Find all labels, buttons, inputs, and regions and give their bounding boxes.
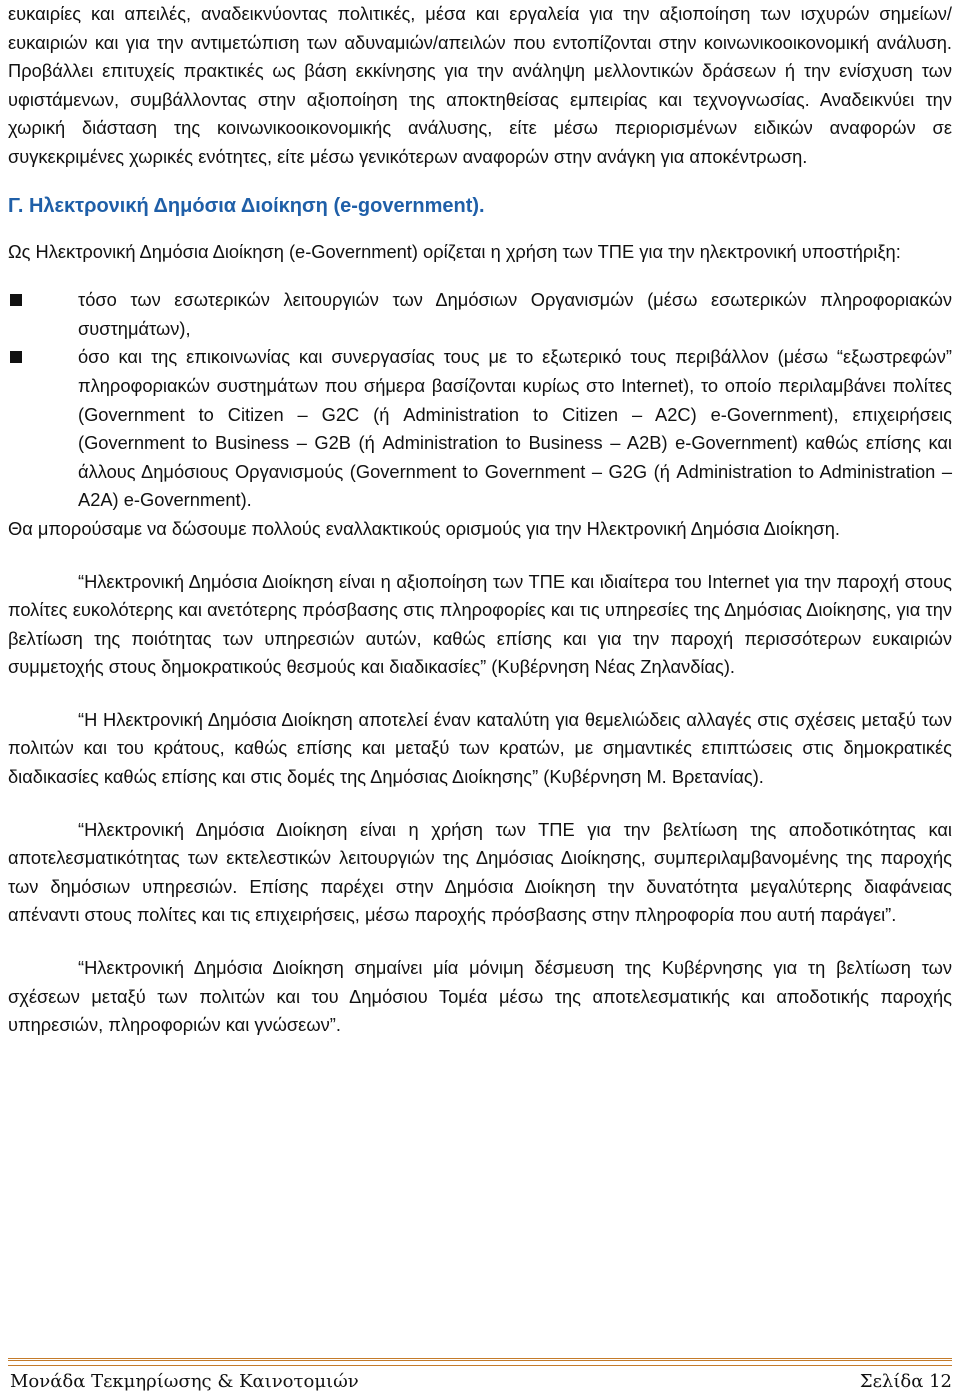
after-bullets-paragraph: Θα μπορούσαμε να δώσουμε πολλούς εναλλακτικούς ορισμούς για την Ηλεκτρονική Δημόσια Διοίκηση. <box>8 517 840 539</box>
definition-paragraph: “Η Ηλεκτρονική Δημόσια Διοίκηση αποτελεί έναν καταλύτη για θεμελιώδεις αλλαγές στις σχέσεις μεταξύ των πολιτών και του κράτους, καθώς επίσης και μεταξύ των κρατών, με σημαντικές επιπτώσεις στις δημοκρατικές διαδικασίες καθώς επίσης και στις δομές της Δημόσιας Διοίκησης” (Κυβέρνηση Μ. Βρετανίας). <box>8 708 952 788</box>
paragraph-top: ευκαιρίες και απειλές, αναδεικνύοντας πολιτικές, μέσα και εργαλεία για την αξιοποίηση των ισχυρών σημείων/ευκαιριών και για την αντιμετώπιση των αδυναμιών/απειλών που εντοπίζονται στην κοινωνικοοικονομική ανάλυση. Προβάλλει επιτυχείς πρακτικές ως βάση εκκίνησης για την ανάληψη μελλοντικών δράσεων ή την ενίσχυση των υφιστάμενων, συμβάλλοντας στην αξιοποίηση της αποκτηθείσας εμπειρίας και τεχνογνωσίας. Αναδεικνύει την χωρική διάσταση της κοινωνικοοικονομικής ανάλυσης, είτε μέσω περιορισμένων ειδικών αναφορών σε συγκεκριμένες χωρικές ενότητες, είτε μέσω γενικότερων αναφορών στην ανάγκη για αποκέντρωση. <box>8 3 952 167</box>
bullet-list <box>8 286 952 515</box>
footer-unit-name: Μονάδα Τεκμηρίωσης & Καινοτομιών <box>10 1371 359 1392</box>
intro-paragraph: Ως Ηλεκτρονική Δημόσια Διοίκηση (e-Government) ορίζεται η χρήση των ΤΠΕ για την ηλεκτρονική υποστήριξη: <box>8 240 901 262</box>
page-footer <box>8 1368 952 1396</box>
definition-paragraph: “Ηλεκτρονική Δημόσια Διοίκηση είναι η χρήση των ΤΠΕ για την βελτίωση της αποδοτικότητας και αποτελεσματικότητας των εκτελεστικών λειτουργιών της Δημόσιας Διοίκησης, συμπεριλαμβανομένης της παροχής των δημόσιων υπηρεσιών. Επίσης παρέχει στην Δημόσια Διοίκηση την δυνατότητα μεγαλύτερης διαφάνειας απέναντι στους πολίτες και τις επιχειρήσεις, μέσω παροχής πρόσβασης στην πληροφορία που αυτή παράγει”. <box>8 818 952 926</box>
section-heading: Γ. Ηλεκτρονική Δημόσια Διοίκηση (e-government). <box>8 194 485 217</box>
definition-paragraph: “Ηλεκτρονική Δημόσια Διοίκηση σημαίνει μία μόνιμη δέσμευση της Κυβέρνησης για τη βελτίωση των σχέσεων μεταξύ των πολιτών και του Δημόσιου Τομέα μέσω της αποτελεσματικής και αποδοτικής παροχής υπηρεσιών, πληροφοριών και γνώσεων”. <box>8 957 952 1036</box>
bullet-text: όσο και της επικοινωνίας και συνεργασίας τους με το εξωτερικό τους περιβάλλον (μέσω “εξωστρεφών” πληροφοριακών συστημάτων που σήμερα βασίζονται κυρίως στο Internet), το οποίο περιλαμβάνει πολίτες (Government to Citizen – G2C (ή Administration to Citizen – A2C) e-Government), επιχειρήσεις (Government to Business – G2B (ή Administration to Business – A2B) e-Government) καθώς επίσης και άλλους Δημόσιους Οργανισμούς (Government to Government – G2G (ή Administration to Administration – A2A) e-Government). <box>78 346 952 511</box>
bullet-item <box>8 343 952 515</box>
square-bullet-icon <box>10 294 22 306</box>
definition-paragraph: “Ηλεκτρονική Δημόσια Διοίκηση είναι η αξιοποίηση των ΤΠΕ και ιδιαίτερα του Internet για την παροχή στους πολίτες ευκολότερης και ανετότερης πρόσβασης στις πληροφορίες και τις υπηρεσίες της Δημόσιας Διοίκησης, για την βελτίωση της ποιότητας των υπηρεσιών αυτών, καθώς επίσης και για την παροχή περισσότερων ευκαιριών συμμετοχής στους δημοκρατικούς θεσμούς και διαδικασίες” (Κυβέρνηση Νέας Ζηλανδίας). <box>8 570 952 678</box>
square-bullet-icon <box>10 351 22 363</box>
bullet-text: τόσο των εσωτερικών λειτουργιών των Δημόσιων Οργανισμών (μέσω εσωτερικών πληροφοριακών συστημάτων), <box>78 289 952 339</box>
footer-rule <box>8 1358 952 1366</box>
document-page <box>8 0 952 1398</box>
page-number: Σελίδα 12 <box>859 1371 952 1392</box>
bullet-item <box>8 286 952 343</box>
